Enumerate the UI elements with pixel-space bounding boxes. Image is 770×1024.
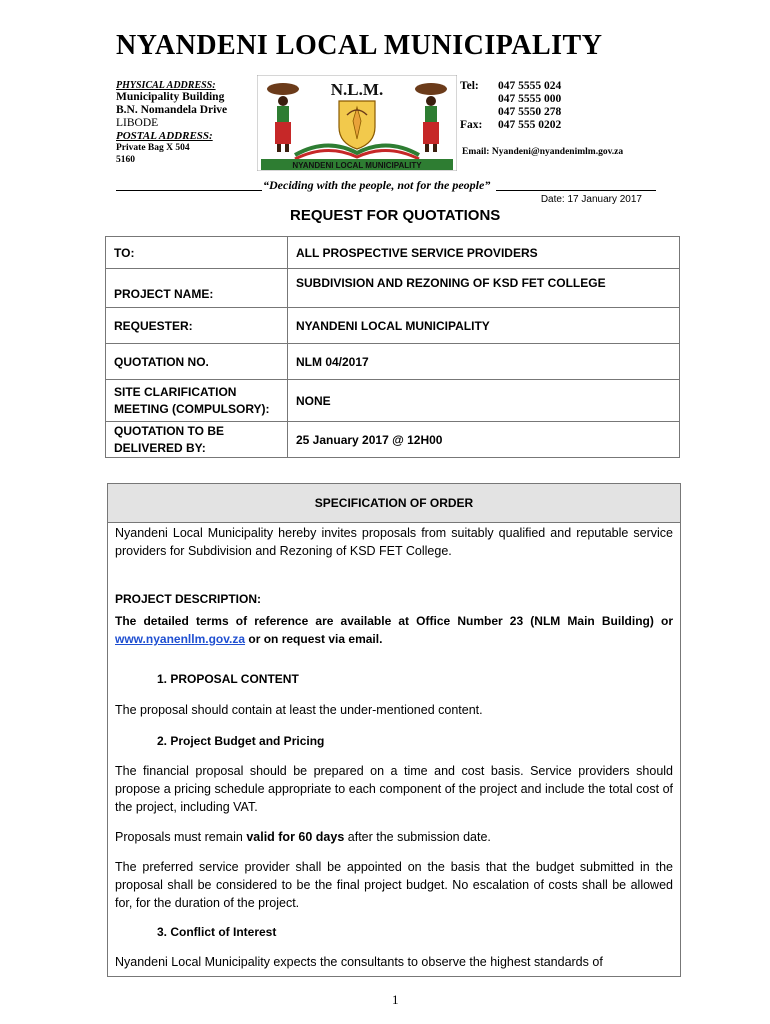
- info-label: QUOTATION TO BE DELIVERED BY:: [106, 422, 288, 458]
- spec-heading: SPECIFICATION OF ORDER: [108, 484, 680, 523]
- terms-paragraph: [115, 612, 673, 648]
- terms-text: The detailed terms of reference are available at Office Number 23 (NLM Main Building) or: [115, 614, 673, 628]
- motto-rule-left: [116, 190, 262, 191]
- address-block: [116, 80, 256, 166]
- specification-box: [107, 483, 681, 977]
- logo-initials: N.L.M.: [330, 80, 384, 99]
- info-value: ALL PROSPECTIVE SERVICE PROVIDERS: [288, 237, 680, 269]
- document-date: Date: 17 January 2017: [540, 194, 642, 205]
- section-2-text: The financial proposal should be prepared on a time and cost basis. Service providers should propose a pricing schedule appropriate to each component of the project and include the total cost of the project, including VAT.: [115, 764, 673, 814]
- info-value: NLM 04/2017: [288, 344, 680, 380]
- email-line: [462, 147, 623, 157]
- info-label: PROJECT NAME:: [106, 269, 288, 308]
- section-1-text: The proposal should contain at least the under-mentioned content.: [115, 703, 483, 717]
- info-value: SUBDIVISION AND REZONING OF KSD FET COLLEGE: [288, 269, 680, 308]
- info-value: NONE: [288, 380, 680, 422]
- page-number: 1: [392, 992, 399, 1007]
- info-row: [106, 269, 680, 308]
- info-label: TO:: [106, 237, 288, 269]
- motto: “Deciding with the people, not for the people”: [263, 178, 491, 192]
- terms-tail: or on request via email.: [248, 632, 383, 646]
- postal-line-2: 5160: [116, 155, 135, 165]
- info-label: SITE CLARIFICATION MEETING (COMPULSORY):: [106, 380, 288, 422]
- spec-intro: Nyandeni Local Municipality hereby invites proposals from suitably qualified and reputable service providers for Subdivision and Rezoning of KSD FET College.: [115, 526, 673, 558]
- info-row: [106, 308, 680, 344]
- info-value: 25 January 2017 @ 12H00: [288, 422, 680, 458]
- section-3-heading: 3. Conflict of Interest: [157, 925, 277, 939]
- tel-label: Tel:: [460, 80, 479, 92]
- rfq-title: REQUEST FOR QUOTATIONS: [290, 207, 501, 224]
- contact-block: [460, 80, 561, 132]
- validity-bold: valid for 60 days: [246, 830, 345, 844]
- logo-banner-text: NYANDENI LOCAL MUNICIPALITY: [292, 161, 422, 170]
- postal-line-1: Private Bag X 504: [116, 143, 190, 153]
- info-value: NYANDENI LOCAL MUNICIPALITY: [288, 308, 680, 344]
- section-2-heading: 2. Project Budget and Pricing: [157, 734, 325, 748]
- physical-address-label: PHYSICAL ADDRESS:: [116, 80, 216, 91]
- info-label: REQUESTER:: [106, 308, 288, 344]
- validity-paragraph: [115, 828, 673, 846]
- tel-number-3: 047 5550 278: [498, 106, 562, 118]
- physical-line-3: LIBODE: [116, 117, 159, 129]
- validity-pre: Proposals must remain: [115, 830, 243, 844]
- info-table: [105, 236, 680, 458]
- info-row: [106, 380, 680, 422]
- budget-paragraph: The preferred service provider shall be appointed on the basis that the budget submitted in the proposal shall be considered to be the final project budget. No escalation of costs shall be allowed for, for the duration of the project.: [115, 860, 673, 910]
- fax-number: 047 555 0202: [498, 119, 562, 131]
- nlm-logo: [257, 75, 457, 171]
- terms-link[interactable]: www.nyanenllm.gov.za: [115, 632, 246, 646]
- info-row: [106, 422, 680, 458]
- info-label: QUOTATION NO.: [106, 344, 288, 380]
- municipality-title: NYANDENI LOCAL MUNICIPALITY: [116, 30, 603, 61]
- postal-address-label: POSTAL ADDRESS:: [116, 130, 213, 142]
- physical-line-1: Municipality Building: [116, 91, 225, 103]
- section-3-text: Nyandeni Local Municipality expects the consultants to observe the highest standards of: [115, 955, 603, 969]
- fax-label: Fax:: [460, 119, 483, 131]
- email-label: Email:: [462, 147, 490, 157]
- project-description-heading: PROJECT DESCRIPTION:: [115, 592, 262, 606]
- tel-number-1: 047 5555 024: [498, 80, 562, 92]
- email-address[interactable]: Nyandeni@nyandenimlm.gov.za: [491, 147, 624, 157]
- tel-number-2: 047 5555 000: [498, 93, 562, 105]
- motto-rule-right: [496, 190, 656, 191]
- validity-post: after the submission date.: [347, 830, 491, 844]
- section-1-heading: 1. PROPOSAL CONTENT: [157, 672, 299, 686]
- info-row: [106, 237, 680, 269]
- info-row: [106, 344, 680, 380]
- physical-line-2: B.N. Nomandela Drive: [116, 104, 228, 116]
